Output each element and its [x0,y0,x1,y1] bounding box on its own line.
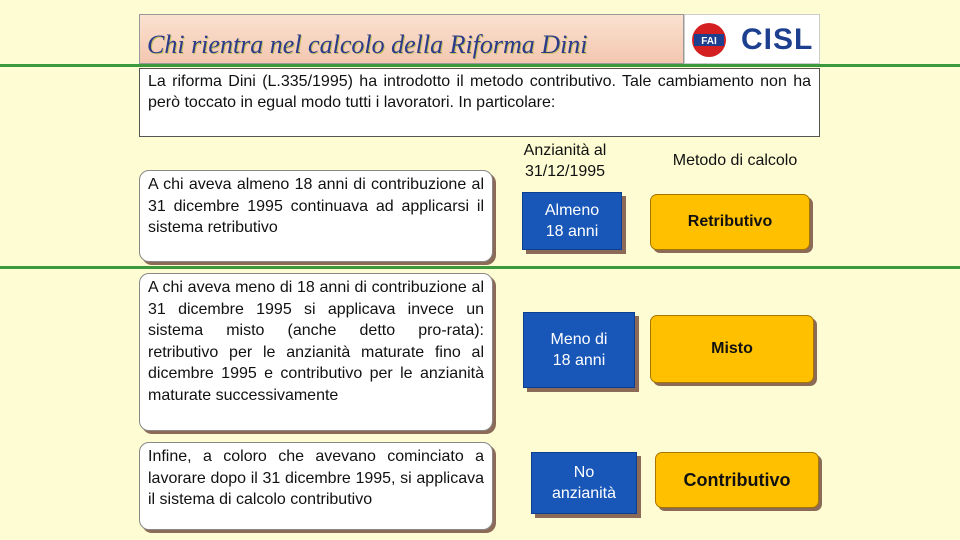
header-method: Metodo di calcolo [672,152,798,169]
intro-paragraph: La riforma Dini (L.335/1995) ha introdotto il metodo contributivo. Tale cambiamento non ha però toccato in egual modo tutti i lavoratori. In particolare: [139,68,820,137]
method-box-3: Contributivo [655,452,819,508]
method-box-1: Retributivo [650,194,810,250]
logo-brand-text: CISL [741,23,814,56]
seniority-box-1: Almeno 18 anni [522,192,622,250]
header-seniority: Anzianità al 31/12/1995 [523,142,607,180]
method-box-2: Misto [650,315,814,383]
logo-emblem-text: FAI [701,36,717,47]
case-description-3: Infine, a coloro che avevano cominciato a lavorare dopo il 31 dicembre 1995, si applicava il sistema di calcolo contributivo [139,442,493,530]
seniority-box-3: No anzianità [531,452,637,514]
fai-emblem-icon [691,22,727,58]
page-title: Chi rientra nel calcolo della Riforma Dini [147,30,588,59]
case-description-2: A chi aveva meno di 18 anni di contribuzione al 31 dicembre 1995 si applicava invece un sistema misto (anche detto pro-rata): retributivo per le anzianità maturate fino al dicembre 1995 e contributivo per le anzianità maturate successivamente [139,273,493,431]
fai-cisl-logo [684,14,820,64]
case-description-1: A chi aveva almeno 18 anni di contribuzione al 31 dicembre 1995 continuava ad applicarsi il sistema retributivo [139,170,493,262]
top-divider-line [0,64,960,67]
seniority-box-2: Meno di 18 anni [523,312,635,388]
middle-divider-line [0,266,960,269]
